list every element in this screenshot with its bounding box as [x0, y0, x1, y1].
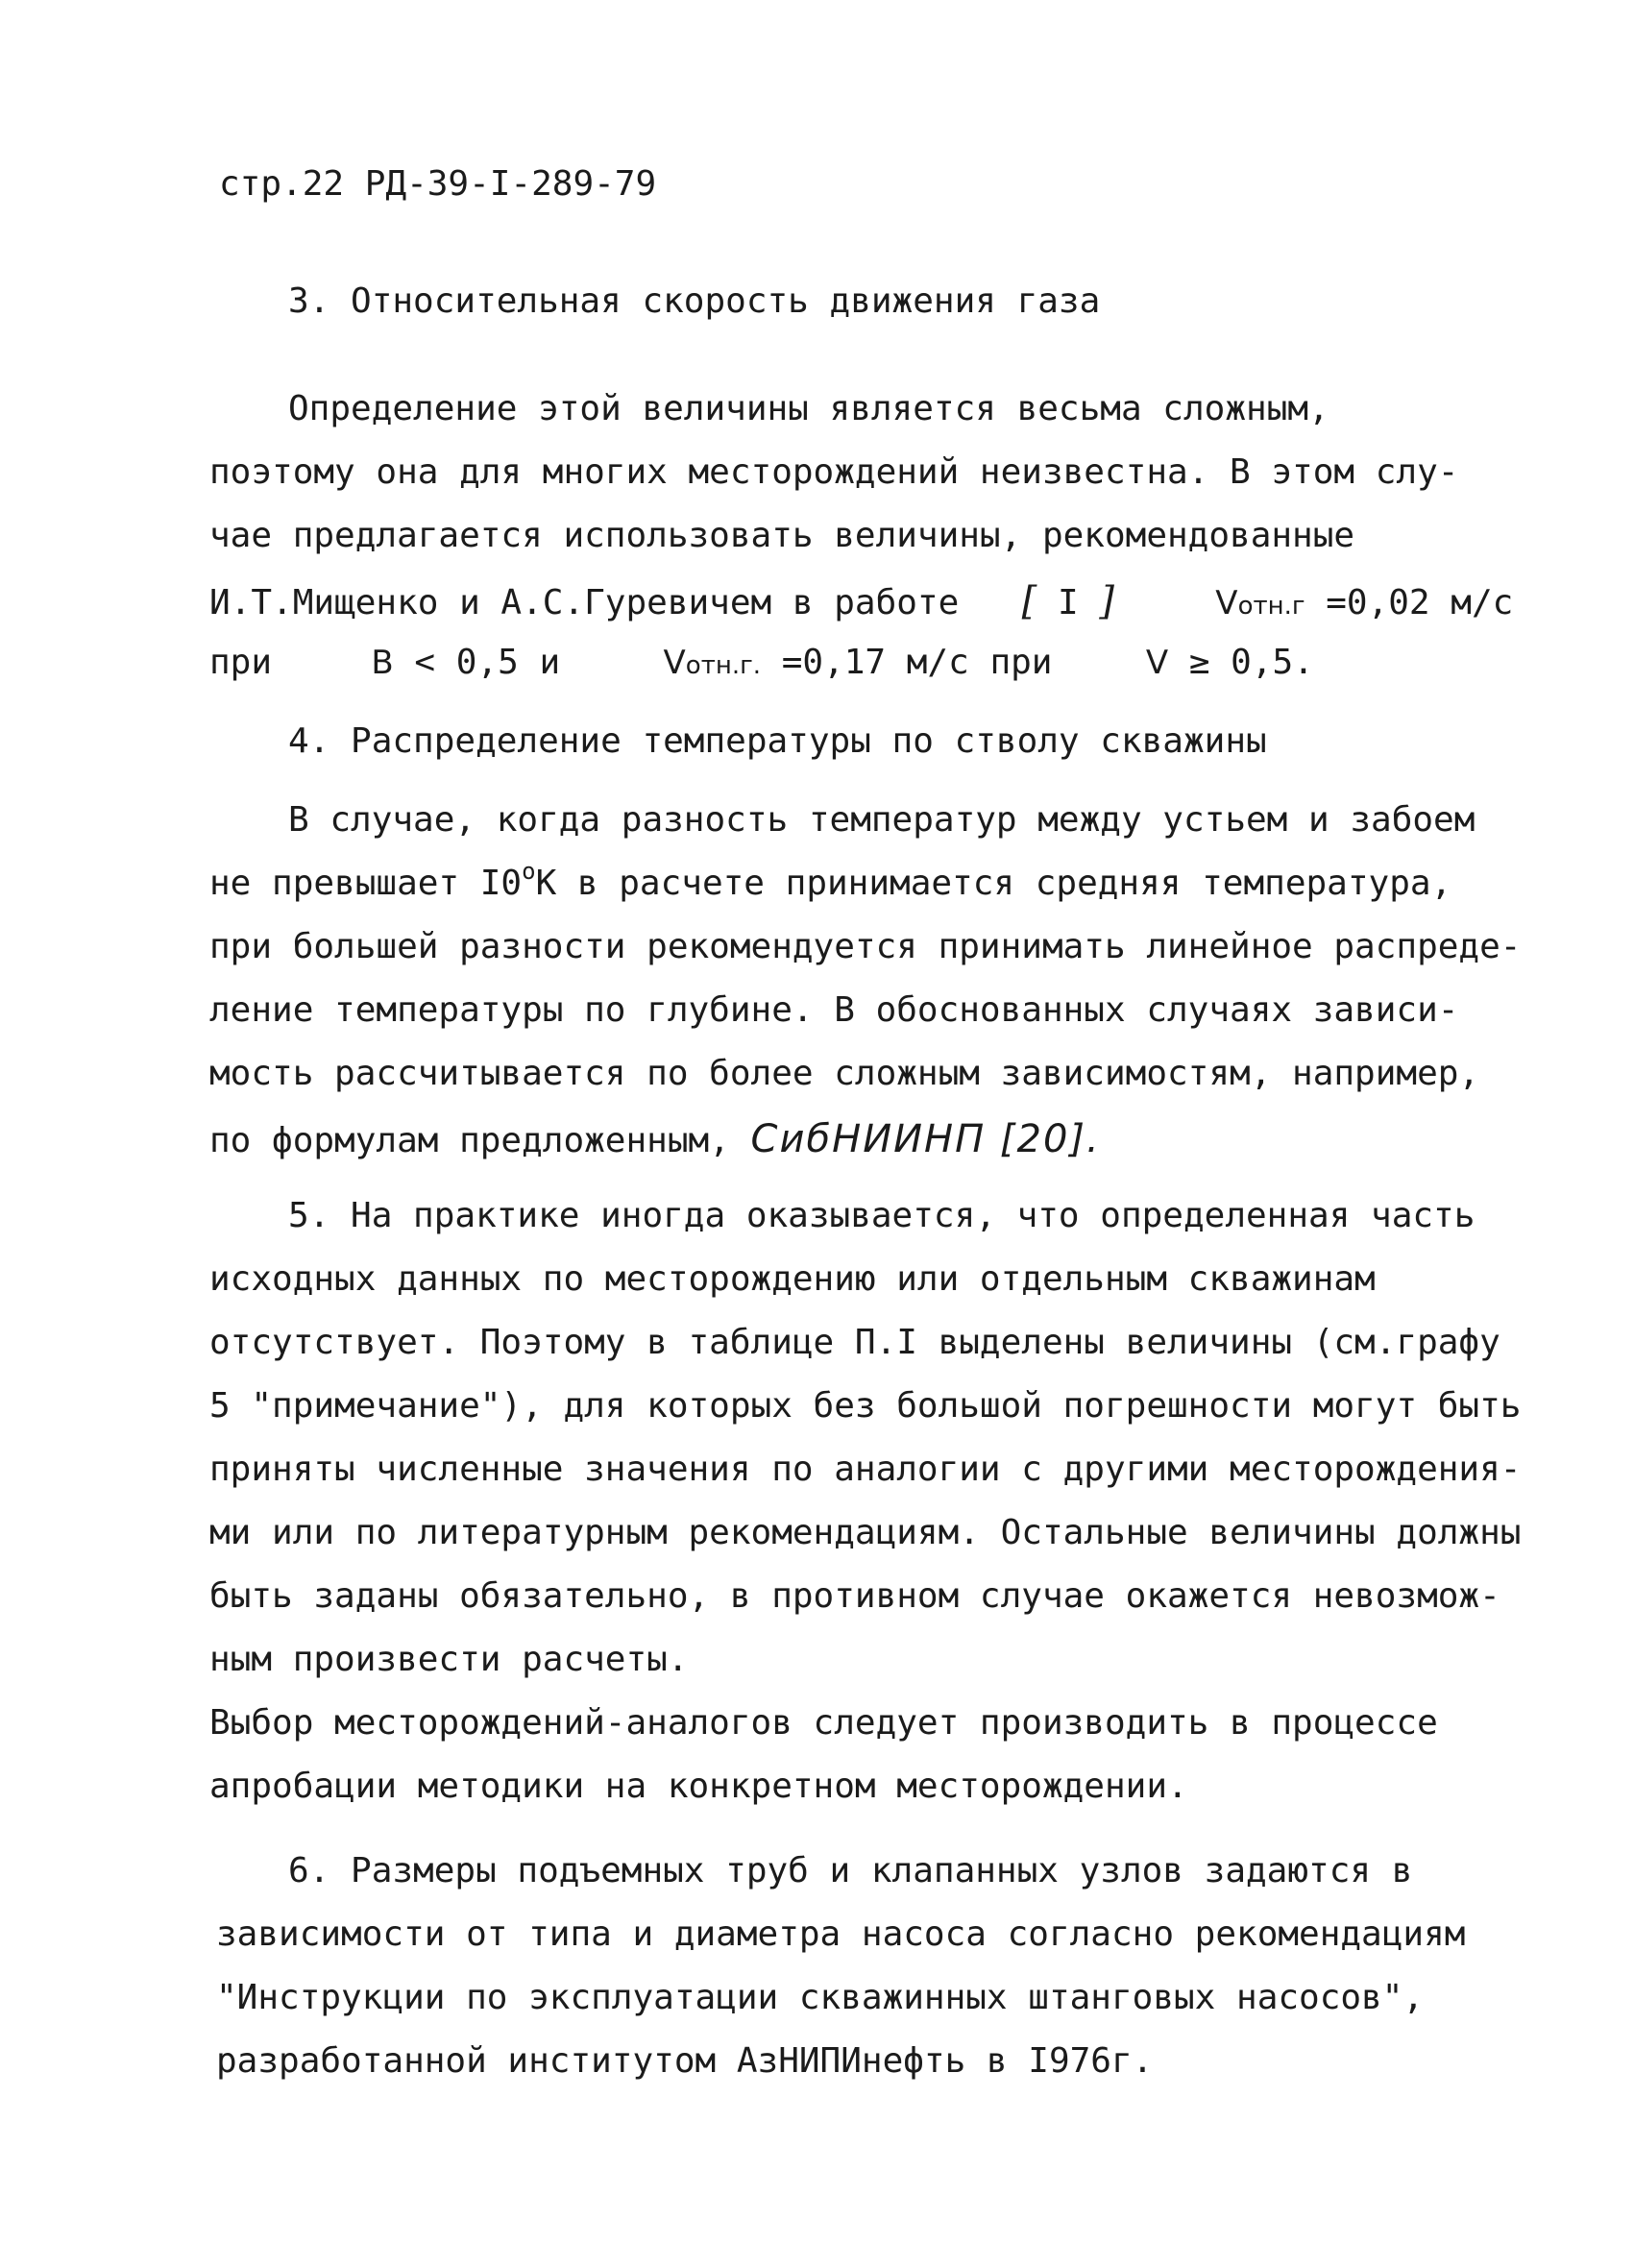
- paragraph-line: поэтому она для многих месторождений неизвестна. В этом слу-: [209, 452, 1459, 492]
- formula-line-1: [209, 579, 1514, 623]
- paragraph-line: ление температуры по глубине. В обоснованных случаях зависи-: [209, 990, 1459, 1030]
- velocity-subscript: отн.г: [1237, 592, 1305, 621]
- velocity-subscript: отн.г.: [685, 651, 762, 680]
- condition-symbol: V: [1145, 644, 1169, 682]
- paragraph-line: Определение этой величины является весьма сложным,: [288, 389, 1329, 428]
- paragraph-line: приняты численные значения по аналогии с другими месторождения-: [209, 1450, 1522, 1489]
- temperature-line-start: не превышает I0: [209, 864, 523, 903]
- paragraph-line: по формулам предложенным, СибНИИНП [20].: [209, 1117, 1101, 1161]
- paragraph-line: апробации методики на конкретном месторождении.: [209, 1767, 1188, 1806]
- paragraph-line: 6. Размеры подъемных труб и клапанных узлов задаются в: [288, 1851, 1413, 1890]
- section-3-heading: 3. Относительная скорость движения газа: [288, 281, 1101, 321]
- formula-reference-text: по формулам предложенным: [209, 1121, 710, 1160]
- paragraph-line: 5 "примечание"), для которых без большой погрешности могут быть: [209, 1386, 1522, 1426]
- degree-superscript: о: [522, 858, 536, 885]
- handwritten-reference: СибНИИНП [20].: [750, 1117, 1101, 1161]
- paragraph-line: отсутствует. Поэтому в таблице П.I выделены величины (см.графу: [209, 1323, 1500, 1362]
- formula-line-1-text: И.Т.Мищенко и А.С.Гуревичем в работе: [209, 583, 960, 622]
- temperature-line-end: К в расчете принимается средняя температура,: [535, 864, 1452, 903]
- paragraph-line: при большей разности рекомендуется принимать линейное распреде-: [209, 927, 1522, 966]
- reference-open-bracket: [: [1021, 579, 1037, 623]
- velocity-value: =0,02 м/с: [1326, 583, 1514, 622]
- paragraph-line: разработанной институтом АзНИПИнефть в I976г.: [216, 2041, 1154, 2081]
- section-4-heading: 4. Распределение температуры по стволу скважины: [288, 721, 1267, 761]
- paragraph-line: ным произвести расчеты.: [209, 1640, 689, 1679]
- b-symbol: B: [371, 644, 394, 682]
- reference-close-bracket: ]: [1099, 579, 1114, 623]
- velocity-symbol: V: [1215, 584, 1238, 622]
- paragraph-line: быть заданы обязательно, в противном случае окажется невозмож-: [209, 1576, 1500, 1616]
- paragraph-line: чае предлагается использовать величины, рекомендованные: [209, 516, 1355, 555]
- paragraph-line: Выбор месторождений-аналогов следует производить в процессе: [209, 1703, 1438, 1743]
- paragraph-line: ми или по литературным рекомендациям. Остальные величины должны: [209, 1513, 1522, 1552]
- formula-prefix: при: [209, 643, 273, 682]
- velocity-symbol: V: [663, 644, 686, 682]
- paragraph-line: зависимости от типа и диаметра насоса согласно рекомендациям: [216, 1914, 1466, 1954]
- paragraph-line: исходных данных по месторождению или отдельным скважинам: [209, 1259, 1376, 1299]
- condition-value: ≥ 0,5.: [1188, 643, 1314, 682]
- paragraph-line: В случае, когда разность температур между устьем и забоем: [288, 800, 1475, 840]
- temperature-line: [209, 858, 1452, 903]
- formula-line-2: [209, 643, 1314, 682]
- paragraph-line: 5. На практике иногда оказывается, что определенная часть: [288, 1196, 1475, 1235]
- page-header: стр.22 РД-39-I-289-79: [219, 164, 657, 204]
- paragraph-line: "Инструкции по эксплуатации скважинных штанговых насосов",: [216, 1978, 1425, 2017]
- paragraph-line: мость рассчитывается по более сложным зависимостям, например,: [209, 1054, 1480, 1093]
- reference-number: I: [1057, 583, 1079, 622]
- velocity-value: =0,17 м/с при: [781, 643, 1053, 682]
- b-condition: < 0,5 и: [414, 643, 561, 682]
